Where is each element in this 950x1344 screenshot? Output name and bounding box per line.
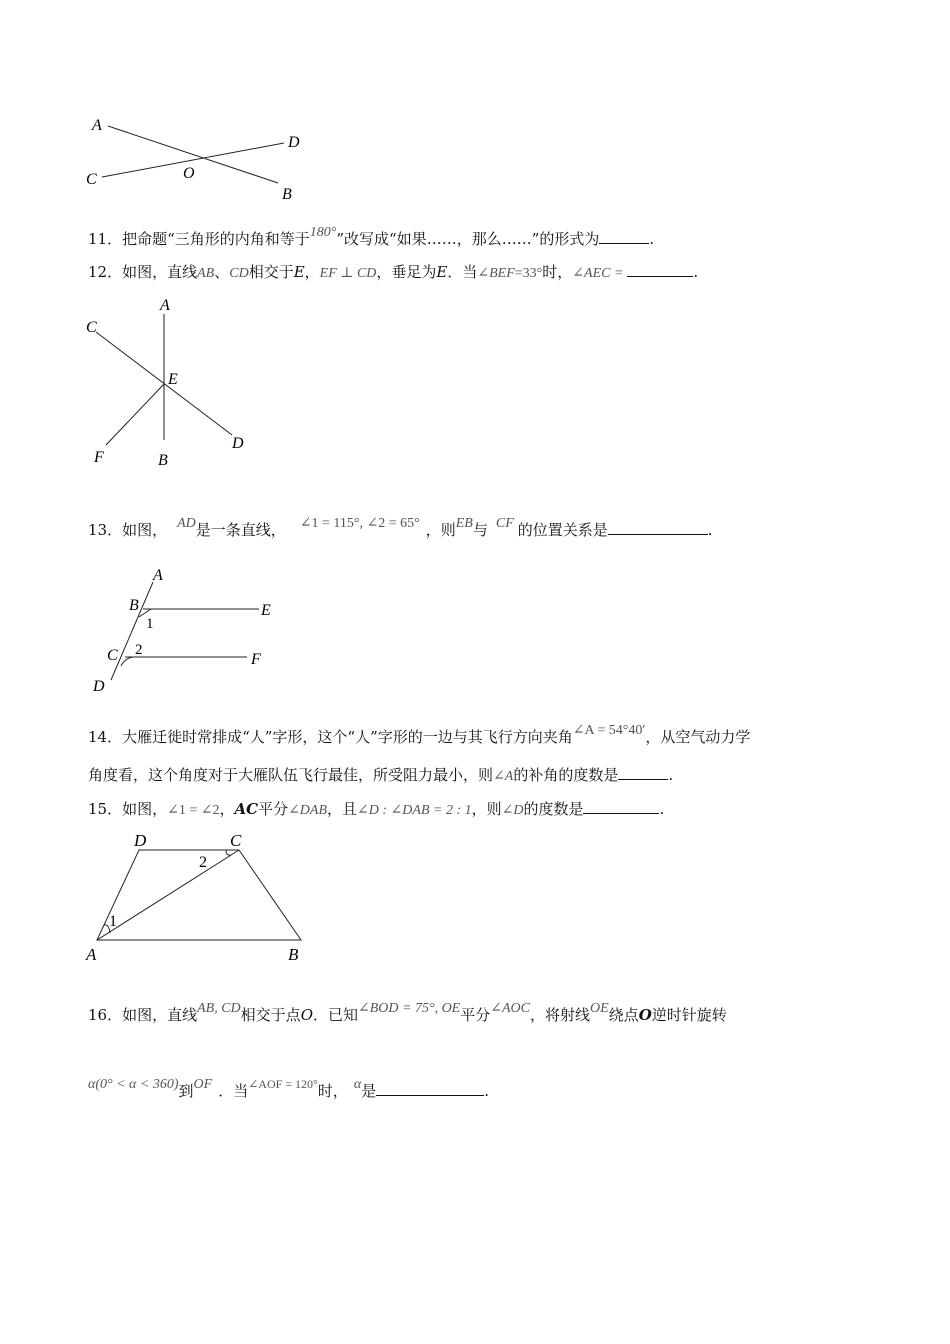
q14-math-A: ∠A: [493, 769, 514, 784]
q15-answer-blank[interactable]: [583, 799, 659, 814]
question-11: [88, 225, 655, 251]
q11-text-1: 把命题“三角形的内角和等于: [122, 230, 310, 248]
label-D: D: [288, 134, 300, 151]
q13-math-AD: AD: [177, 516, 196, 531]
q12-math-perp: EF ⊥ CD: [319, 266, 377, 281]
q16-end: .: [484, 1082, 490, 1100]
q13-answer-blank[interactable]: [608, 520, 708, 535]
q14-number: 14．: [88, 728, 123, 746]
q12-math-CD: CD: [229, 266, 249, 281]
q16-text-9: ．当: [218, 1082, 249, 1100]
q16-math-OF: OF: [193, 1077, 213, 1092]
q16-answer-blank[interactable]: [376, 1081, 484, 1096]
question-15: [88, 799, 664, 821]
label-2: 2: [199, 854, 207, 871]
label-2: 2: [135, 642, 143, 658]
q15-text-6: 的度数是: [523, 800, 584, 818]
q15-AC: AC: [234, 800, 259, 818]
q16-math-alpha: α: [353, 1077, 362, 1092]
q15-text-2: ，: [219, 800, 235, 818]
label-B: B: [129, 597, 139, 614]
q13-text-2: 是一条直线，: [195, 521, 286, 539]
q12-text-7: 时，: [542, 263, 573, 281]
question-16: [88, 1001, 727, 1027]
figure-q13: [85, 562, 285, 697]
q16-text-4: 平分: [460, 1006, 491, 1024]
q13-text-3: ，则: [425, 521, 456, 539]
q16-text-8: 到: [178, 1082, 194, 1100]
q14-text-2: ，从空气动力学: [645, 728, 751, 746]
q16-text-11: 是: [361, 1082, 377, 1100]
label-D: D: [93, 678, 105, 695]
label-C: C: [86, 319, 97, 336]
question-13: [88, 516, 713, 542]
label-A: A: [153, 567, 163, 584]
q15-text-1: 如图，: [122, 800, 168, 818]
label-C: C: [86, 171, 97, 188]
q15-math-DAB: ∠DAB: [288, 803, 328, 818]
label-F: F: [94, 449, 104, 466]
q16-math-alpha-range: α(0° < α < 360): [88, 1077, 179, 1092]
question-16-line-2: [88, 1077, 490, 1103]
q14-math-angleA: ∠A = 54°40′: [572, 723, 646, 738]
q16-text-2: 相交于点: [240, 1006, 301, 1024]
q12-text-3: 相交于: [248, 263, 294, 281]
label-A: A: [86, 945, 97, 964]
label-C: C: [230, 831, 242, 850]
question-14: [88, 723, 751, 749]
q14-answer-blank[interactable]: [618, 765, 668, 780]
label-C: C: [107, 647, 118, 664]
q16-text-6: 绕点: [608, 1006, 639, 1024]
q12-math-AB: AB: [197, 266, 215, 281]
q13-text-4: 与: [472, 521, 488, 539]
label-E: E: [168, 371, 178, 388]
q16-text-3: ．已知: [313, 1006, 359, 1024]
q13-math-CF: CF: [495, 516, 514, 531]
q14-end: .: [668, 766, 674, 784]
q12-point-E: E: [293, 263, 305, 281]
q12-text-4: ，: [304, 263, 320, 281]
label-E: E: [261, 602, 271, 619]
q13-math-EB: EB: [455, 516, 473, 531]
q13-text-1: 如图，: [122, 521, 168, 539]
q15-math-D: ∠D: [501, 803, 524, 818]
label-A: A: [92, 117, 102, 134]
label-A: A: [160, 297, 170, 314]
q16-text-5: ，将射线: [529, 1006, 590, 1024]
q13-math-angles: ∠1 = 115°, ∠2 = 65°: [299, 516, 420, 531]
q14-text-4: 的补角的度数是: [513, 766, 619, 784]
q16-text-10: 时，: [317, 1082, 348, 1100]
q16-point-O: O: [300, 1006, 313, 1024]
figure-q15-trapezoid: [80, 828, 320, 968]
q11-answer-blank[interactable]: [599, 229, 649, 244]
q12-math-33: =33°: [514, 266, 543, 281]
label-B: B: [282, 186, 292, 203]
q12-number: 12．: [88, 263, 123, 281]
q16-point-O2: O: [638, 1006, 652, 1024]
q15-number: 15．: [88, 800, 123, 818]
q12-math-AEC: ∠AEC =: [572, 266, 624, 281]
label-1: 1: [109, 913, 117, 930]
q12-text-6: ．当: [447, 263, 478, 281]
q15-text-5: ，则: [471, 800, 502, 818]
q15-text-3: 平分: [258, 800, 289, 818]
q16-math-OE: OE: [590, 1001, 609, 1016]
q12-text-5: ，垂足为: [376, 263, 437, 281]
line-EF: [106, 384, 164, 445]
q13-text-5: 的位置关系是: [517, 521, 608, 539]
q12-text-1: 如图，直线: [122, 263, 198, 281]
q11-end: .: [649, 230, 655, 248]
q15-math-angles: ∠1 = ∠2: [167, 803, 220, 818]
angle-2-arc: [121, 657, 133, 666]
label-O: O: [183, 165, 195, 182]
q11-math-180: 180°: [309, 225, 337, 240]
figure-intersecting-lines: [80, 110, 320, 205]
q14-text-1: 大雁迁徙时常排成“人”字形，这个“人”字形的一边与其飞行方向夹角: [122, 728, 573, 746]
q15-math-ratio: ∠D : ∠DAB = 2 : 1: [357, 803, 472, 818]
q12-answer-blank[interactable]: [627, 262, 693, 277]
label-B: B: [158, 452, 168, 469]
q16-number: 16．: [88, 1006, 123, 1024]
q16-text-7: 逆时针旋转: [651, 1006, 727, 1024]
q12-text-2: 、: [214, 263, 230, 281]
q16-math-AOF: ∠AOF = 120°: [248, 1077, 318, 1091]
q14-text-3: 角度看，这个角度对于大雁队伍飞行最佳，所受阻力最小，则: [88, 766, 494, 784]
label-D: D: [232, 435, 244, 452]
q15-end: .: [659, 800, 665, 818]
q12-point-E2: E: [436, 263, 448, 281]
q13-number: 13．: [88, 521, 123, 539]
q11-text-2: ”改写成“如果……，那么……”的形式为: [336, 230, 600, 248]
q12-math-BEF: ∠BEF: [477, 266, 515, 281]
label-1: 1: [146, 616, 154, 632]
question-12: [88, 262, 698, 284]
q16-math-ABCD: AB, CD: [197, 1001, 241, 1016]
figure-q12: [80, 290, 280, 475]
q15-text-4: ，且: [327, 800, 358, 818]
q13-end: .: [707, 521, 713, 539]
label-F: F: [251, 651, 261, 668]
q16-text-1: 如图，直线: [122, 1006, 198, 1024]
label-B: B: [288, 945, 299, 964]
q12-end: .: [693, 263, 699, 281]
q16-math-AOC: ∠AOC: [490, 1001, 530, 1016]
label-D: D: [134, 831, 147, 850]
q16-math-BOD: ∠BOD = 75°, OE: [358, 1001, 461, 1016]
q11-number: 11．: [88, 230, 123, 248]
question-14-line-2: [88, 765, 673, 787]
angle-2-arc: [226, 850, 231, 855]
